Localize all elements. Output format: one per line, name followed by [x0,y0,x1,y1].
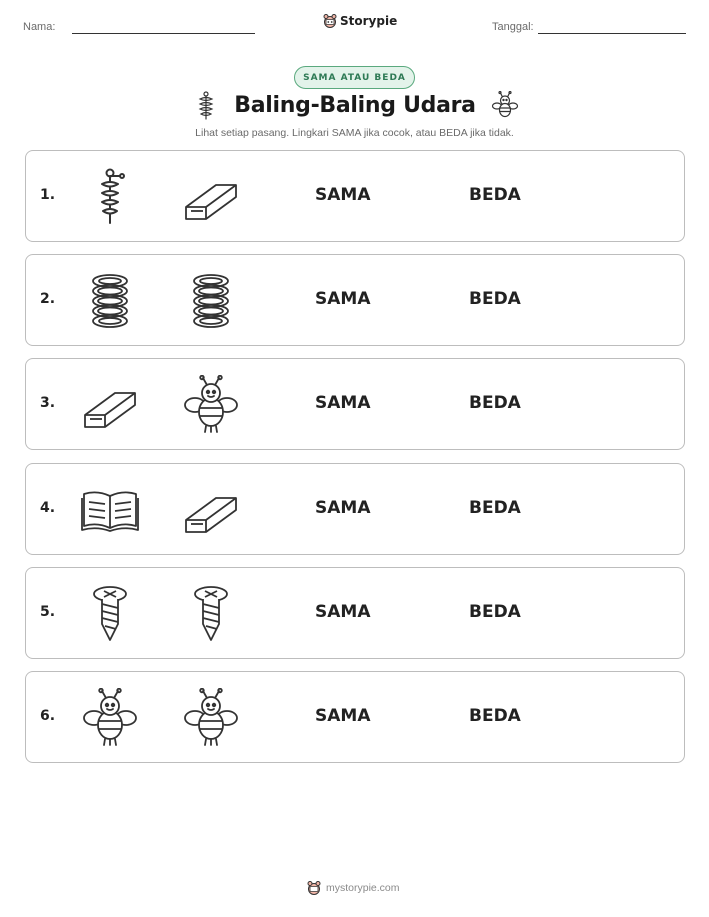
screw-icon [80,584,140,644]
bee-icon [490,91,520,125]
brand-name: Storypie [340,14,398,28]
row-number: 3. [40,395,56,411]
spring-icon [181,271,241,331]
date-label: Tanggal: [492,21,534,33]
name-field-line[interactable] [72,33,255,34]
brand-logo [323,13,397,29]
same-option[interactable]: SAMA [315,602,371,622]
spring-icon [80,271,140,331]
pair-row [25,567,685,659]
same-option[interactable]: SAMA [315,393,371,413]
pair-row [25,463,685,555]
book-icon [80,480,140,540]
footer [307,880,400,896]
row-number: 1. [40,187,56,203]
pair-row [25,358,685,450]
storypie-mascot-icon [323,13,337,29]
eraser-icon [181,480,241,540]
propeller-icon [195,91,217,125]
row-number: 5. [40,604,56,620]
same-option[interactable]: SAMA [315,289,371,309]
different-option[interactable]: BEDA [469,185,521,205]
row-number: 6. [40,708,56,724]
pair-row [25,254,685,346]
pair-row [25,671,685,763]
bee-icon [80,688,140,748]
storypie-mascot-icon [307,880,321,896]
eraser-icon [181,167,241,227]
same-option[interactable]: SAMA [315,706,371,726]
different-option[interactable]: BEDA [469,498,521,518]
propeller-icon [80,167,140,227]
same-option[interactable]: SAMA [315,185,371,205]
bee-icon [181,688,241,748]
name-label: Nama: [23,21,56,33]
different-option[interactable]: BEDA [469,393,521,413]
row-number: 2. [40,291,56,307]
different-option[interactable]: BEDA [469,602,521,622]
different-option[interactable]: BEDA [469,289,521,309]
eraser-icon [80,375,140,435]
bee-icon [181,375,241,435]
row-number: 4. [40,500,56,516]
screw-icon [181,584,241,644]
instruction-text: Lihat setiap pasang. Lingkari SAMA jika cocok, atau BEDA jika tidak. [195,127,514,139]
footer-url[interactable]: mystorypie.com [326,882,400,894]
activity-badge: SAMA ATAU BEDA [294,66,415,89]
pair-row [25,150,685,242]
different-option[interactable]: BEDA [469,706,521,726]
worksheet-title: Baling-Baling Udara [234,93,476,118]
same-option[interactable]: SAMA [315,498,371,518]
date-field-line[interactable] [538,33,686,34]
